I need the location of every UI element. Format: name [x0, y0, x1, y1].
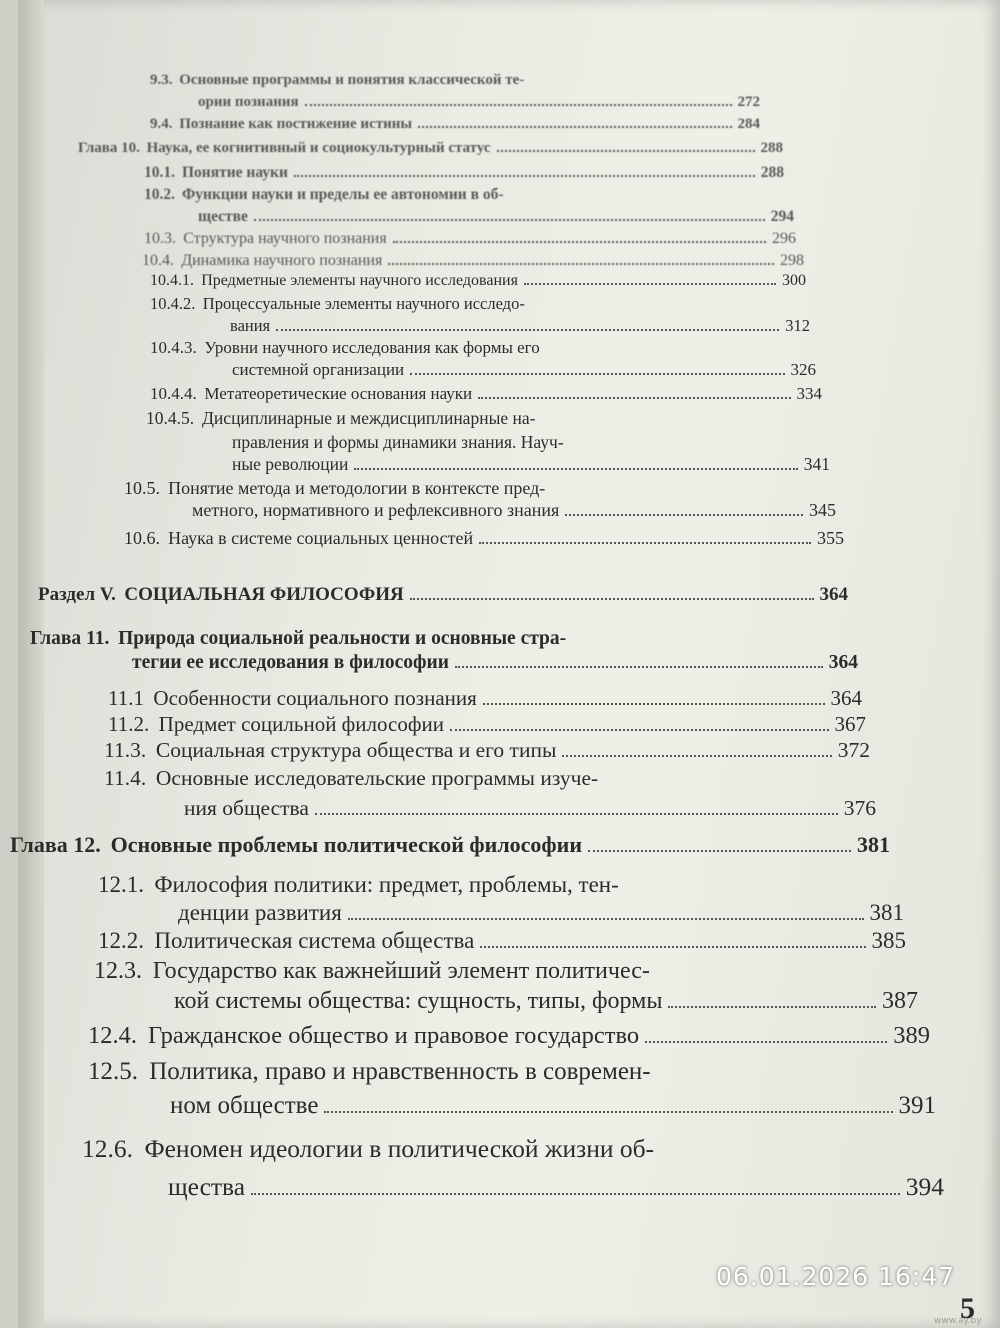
dot-leader — [410, 589, 814, 601]
toc-entry-title: Социальная структура общества и его типы — [155, 738, 557, 762]
toc-entry-page: 367 — [834, 712, 866, 736]
toc-entry-number: 10.5. — [124, 478, 160, 498]
toc-entry-number: 12.2. — [98, 928, 144, 953]
toc-entry-title: Философия политики: предмет, проблемы, тен- — [154, 872, 619, 897]
toc-entry-title: Уровни научного исследования как формы его — [204, 338, 540, 357]
dot-leader — [324, 1099, 892, 1114]
toc-entry-title: Наука, ее когнитивный и социокультурный статус — [146, 140, 491, 156]
toc-entry — [104, 766, 784, 791]
toc-entry — [88, 1058, 848, 1086]
toc-entry — [82, 1134, 842, 1164]
toc-entry — [150, 116, 760, 133]
toc-entry-title: Познание как постижение истины — [179, 116, 413, 132]
dot-leader — [450, 719, 829, 732]
dot-leader — [388, 255, 774, 265]
toc-entry-page: 284 — [737, 116, 760, 132]
toc-entry — [88, 1022, 930, 1050]
toc-entry-title: СОЦИАЛЬНАЯ ФИЛОСОФИЯ — [124, 584, 404, 605]
toc-entry-number: 10.2. — [144, 186, 175, 203]
toc-entry-title: щества — [168, 1172, 246, 1201]
dot-leader — [354, 459, 797, 470]
dot-leader — [418, 119, 731, 129]
toc-entry-number: 10.4.3. — [150, 338, 197, 357]
dot-leader — [478, 389, 790, 400]
toc-entry — [150, 272, 806, 290]
toc-entry-title: Основные программы и понятия классической те- — [179, 72, 525, 88]
toc-entry-page: 376 — [843, 796, 876, 820]
toc-entry-title: Дисциплинарные и междисциплинарные на- — [202, 408, 536, 428]
toc-entry — [104, 796, 876, 821]
dot-leader — [480, 935, 865, 949]
photo-timestamp: 06.01.2026 16:47 — [716, 1262, 956, 1291]
toc-entry — [144, 186, 734, 204]
toc-entry-title: ном обществе — [170, 1092, 319, 1119]
toc-entry — [146, 454, 830, 475]
toc-entry — [146, 408, 766, 429]
dot-leader — [251, 1180, 900, 1195]
toc-entry — [150, 360, 816, 380]
toc-entry — [78, 140, 783, 157]
toc-entry-title: Структура научного познания — [183, 230, 387, 247]
toc-entry-title: вания — [230, 316, 271, 335]
toc-entry-title: Метатеоретические основания науки — [204, 384, 473, 403]
toc-entry-title: Феномен идеологии в политической жизни об- — [144, 1134, 655, 1163]
toc-entry — [108, 712, 866, 737]
toc-entry-number: 10.4.5. — [146, 408, 195, 428]
page-number: 5 — [960, 1292, 975, 1325]
toc-entry — [150, 384, 822, 404]
toc-entry-page: 385 — [871, 928, 906, 953]
toc-entry — [98, 900, 904, 926]
toc-entry-title: ния общества — [184, 796, 309, 820]
toc-entry-page: 294 — [770, 208, 794, 225]
dot-leader — [276, 321, 779, 331]
toc-entry-number: 10.1. — [144, 164, 175, 181]
toc-entry — [82, 1172, 944, 1202]
toc-entry-page: 288 — [760, 164, 784, 181]
toc-entry — [108, 686, 862, 711]
toc-entry — [10, 832, 890, 858]
toc-entry-number: 10.4. — [142, 252, 174, 269]
toc-entry — [144, 208, 794, 226]
dot-leader — [562, 744, 831, 757]
toc-entry-page: 364 — [828, 652, 858, 673]
dot-leader — [565, 505, 803, 516]
toc-entry-page: 272 — [737, 94, 760, 110]
dot-leader — [348, 907, 864, 921]
toc-entry-title: системной организации — [232, 360, 405, 379]
dot-leader — [668, 994, 876, 1008]
toc-entry-title: правления и формы динамики знания. Науч- — [232, 432, 564, 452]
toc-entry-number: 9.3. — [150, 72, 173, 88]
toc-entry-page: 345 — [809, 500, 836, 520]
toc-entry-page: 288 — [760, 140, 783, 156]
toc-entry — [94, 958, 854, 985]
toc-entry — [150, 316, 810, 336]
toc-entry-title: Особенности социального познания — [153, 686, 477, 710]
toc-entry-number: 11.1 — [108, 686, 144, 710]
toc-entry-number: 10.4.2. — [150, 294, 196, 313]
toc-entry-number: 12.4. — [88, 1022, 137, 1049]
toc-entry-number: 12.6. — [82, 1134, 133, 1163]
toc-entry-number: Раздел V. — [38, 584, 116, 605]
toc-entry-number: 11.4. — [104, 766, 147, 790]
toc-entry-title: ществе — [198, 208, 248, 225]
toc-entry-page: 381 — [857, 832, 890, 857]
toc-entry-title: Функции науки и пределы ее автономии в об- — [181, 186, 504, 203]
toc-entry — [30, 628, 790, 650]
toc-entry — [30, 652, 858, 674]
toc-entry-page: 312 — [785, 316, 810, 335]
dot-leader — [305, 97, 732, 107]
dot-leader — [588, 839, 851, 852]
toc-entry-title: Понятие науки — [181, 164, 288, 181]
dot-leader — [410, 365, 784, 376]
toc-entry-title: Гражданское общество и правовое государство — [148, 1022, 640, 1049]
toc-entry — [144, 230, 796, 248]
toc-entry-number: Глава 12. — [10, 832, 101, 857]
toc-entry-title: Природа социальной реальности и основные стра- — [118, 628, 567, 649]
toc-entry-title: Предметные элементы научного исследования — [201, 272, 518, 289]
toc-entry-page: 372 — [837, 738, 870, 762]
toc-entry — [142, 252, 804, 270]
toc-entry-title: кой системы общества: сущность, типы, формы — [174, 988, 663, 1014]
toc-entry-page: 326 — [790, 360, 816, 379]
toc-entry — [104, 738, 870, 763]
toc-entry-page: 394 — [905, 1172, 944, 1201]
toc-entry — [146, 432, 766, 453]
toc-entry-number: Глава 11. — [30, 628, 110, 649]
toc-entry-number: 10.4.4. — [150, 384, 197, 403]
toc-entry — [94, 988, 918, 1015]
dot-leader — [483, 693, 825, 706]
dot-leader — [393, 233, 766, 243]
toc-entry — [124, 500, 836, 521]
toc-entry — [124, 478, 774, 499]
toc-entry — [88, 1092, 936, 1120]
toc-entry-title: Политика, право и нравственность в современ- — [149, 1058, 651, 1085]
toc-entry-title: метного, нормативного и рефлексивного знания — [192, 500, 560, 520]
toc-entry-title: Понятие метода и методологии в контексте пред- — [168, 478, 546, 498]
toc-entry-page: 300 — [782, 272, 806, 289]
toc-entry-number: 12.1. — [98, 872, 144, 897]
toc-entry — [98, 872, 838, 898]
toc-entry — [124, 528, 844, 549]
toc-entry-number: 10.6. — [124, 528, 160, 548]
toc-entry-title: тегии ее исследования в философии — [132, 652, 449, 673]
toc-entry-page: 364 — [819, 584, 848, 605]
toc-entry-page: 298 — [780, 252, 804, 269]
toc-entry-title: Основные проблемы политической философии — [110, 832, 583, 857]
toc-entry-page: 296 — [772, 230, 796, 247]
toc-entry — [144, 164, 784, 182]
toc-entry-page: 355 — [817, 528, 844, 548]
toc-entry-number: 12.3. — [94, 958, 142, 984]
toc-entry-page: 381 — [869, 900, 904, 925]
dot-leader — [524, 275, 776, 285]
toc-entry-page: 387 — [882, 988, 918, 1014]
toc-entry-page: 341 — [803, 454, 830, 474]
toc-entry-page: 334 — [796, 384, 822, 403]
toc-entry-title: Государство как важнейший элемент политичес- — [152, 958, 650, 984]
toc-entry-page: 364 — [830, 686, 862, 710]
toc-entry-title: ные революции — [232, 454, 349, 474]
toc-entry-title: Основные исследовательские программы изуче- — [155, 766, 599, 790]
watermark: www.ay.by — [934, 1316, 982, 1326]
toc-entry — [150, 94, 760, 111]
toc-entry-title: Наука в системе социальных ценностей — [168, 528, 474, 548]
toc-entry-number: 10.3. — [144, 230, 176, 247]
dot-leader — [479, 533, 811, 544]
toc-entry-page: 389 — [893, 1022, 930, 1049]
toc-entry-number: Глава 10. — [78, 140, 140, 156]
toc-entry — [150, 72, 710, 89]
toc-entry-page: 391 — [898, 1092, 936, 1119]
toc-entry — [150, 294, 730, 314]
toc-entry-number: 12.5. — [88, 1058, 138, 1085]
dot-leader — [294, 167, 755, 177]
toc-entry-number: 9.4. — [150, 116, 173, 132]
toc-entry — [150, 338, 750, 358]
toc-entry-title: Политическая система общества — [154, 928, 475, 953]
dot-leader — [645, 1029, 887, 1043]
dot-leader — [497, 143, 755, 153]
toc-entry-title: Предмет социльной философии — [158, 712, 444, 736]
toc-entry-title: Процессуальные элементы научного исследо- — [202, 294, 525, 313]
toc-entry — [98, 928, 906, 954]
dot-leader — [315, 802, 838, 815]
toc-entry-title: Динамика научного познания — [181, 252, 383, 269]
toc-entry-number: 11.2. — [108, 712, 150, 736]
toc-entry — [38, 584, 848, 606]
toc-entry-title: ории познания — [198, 94, 299, 110]
toc-entry-number: 11.3. — [104, 738, 147, 762]
toc-entry-number: 10.4.1. — [150, 272, 194, 289]
dot-leader — [455, 656, 823, 668]
dot-leader — [254, 211, 765, 221]
toc-entry-title: денции развития — [178, 900, 342, 925]
